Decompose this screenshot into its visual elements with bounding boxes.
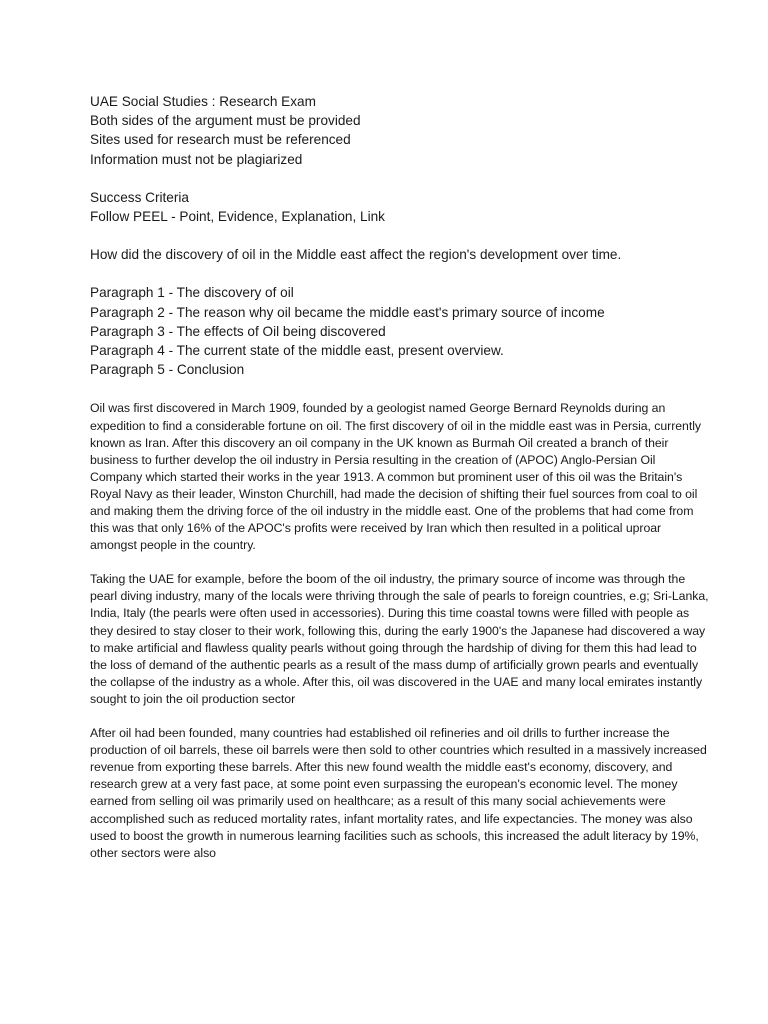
outline-item: Paragraph 5 - Conclusion	[90, 362, 245, 378]
success-criteria-text: Follow PEEL - Point, Evidence, Explanation, Link	[90, 209, 385, 225]
spacer	[90, 264, 710, 283]
exam-header	[90, 92, 710, 169]
spacer	[90, 169, 710, 188]
essay-paragraph: After oil had been founded, many countries had established oil refineries and oil drills to further increase the production of oil barrels, these oil barrels were then sold to other countries which resulted in a massively increased revenue from exporting these barrels. After this new found wealth the middle east's economy, discovery, and research grew at a very fast pace, at some point even surpassing the european's economic level. The money earned from selling oil was primarily used on healthcare; as a result of this many social achievements were accomplished such as reduced mortality rates, infant mortality rates, and life expectancies. The money was also used to boost the growth in numerous learning facilities such as schools, this increased the adult literacy by 19%, other sectors were also	[90, 726, 707, 860]
requirement-line: Sites used for research must be referenced	[90, 132, 351, 148]
essay-paragraph: Taking the UAE for example, before the boom of the oil industry, the primary source of income was through the pearl diving industry, many of the locals were thriving through the sale of pearls to foreign countries, e.g; Sri-Lanka, India, Italy (the pearls were often used in accessories). During this time coastal towns were filled with people as they desired to stay closer to their work, following this, during the early 1900's the Japanese had discovered a way to make artificial and flawless quality pearls without going through the hardship of diving for them this had lead to the loss of demand of the authentic pearls as a result of the mass dump of artificially grown pearls and eventually the collapse of the industry as a whole. After this, oil was discovered in the UAE and many local emirates instantly sought to join the oil production sector	[90, 572, 709, 706]
requirement-line: Both sides of the argument must be provided	[90, 113, 361, 129]
essay-body	[90, 400, 710, 861]
outline-item: Paragraph 4 - The current state of the middle east, present overview.	[90, 343, 504, 359]
outline-item: Paragraph 2 - The reason why oil became the middle east's primary source of income	[90, 304, 605, 320]
spacer	[90, 379, 710, 400]
success-criteria-title: Success Criteria	[90, 189, 189, 205]
paragraph-outline	[90, 283, 710, 379]
requirement-line: Information must not be plagiarized	[90, 151, 303, 167]
outline-item: Paragraph 1 - The discovery of oil	[90, 285, 294, 301]
success-criteria	[90, 188, 710, 226]
outline-item: Paragraph 3 - The effects of Oil being discovered	[90, 323, 386, 339]
essay-paragraph: Oil was first discovered in March 1909, founded by a geologist named George Bernard Reynolds during an expedition to find a considerable fortune on oil. The first discovery of oil in the middle east was in Persia, currently known as Iran. After this discovery an oil company in the UK known as Burmah Oil created a branch of their business to further develop the oil industry in Persia resulting in the creation of (APOC) Anglo-Persian Oil Company which started their works in the year 1913. A common but prominent user of this oil was the Britain's Royal Navy as their leader, Winston Churchill, had made the decision of shifting their fuel sources from coal to oil and making them the driving force of the oil industry in the middle east. One of the problems that had come from this was that only 16% of the APOC's profits were received by Iran which then resulted in a political uproar amongst people in the country.	[90, 401, 701, 553]
exam-title: UAE Social Studies : Research Exam	[90, 94, 316, 109]
document-page	[90, 92, 710, 862]
research-question: How did the discovery of oil in the Middle east affect the region's development over time.	[90, 247, 622, 263]
spacer	[90, 226, 710, 245]
